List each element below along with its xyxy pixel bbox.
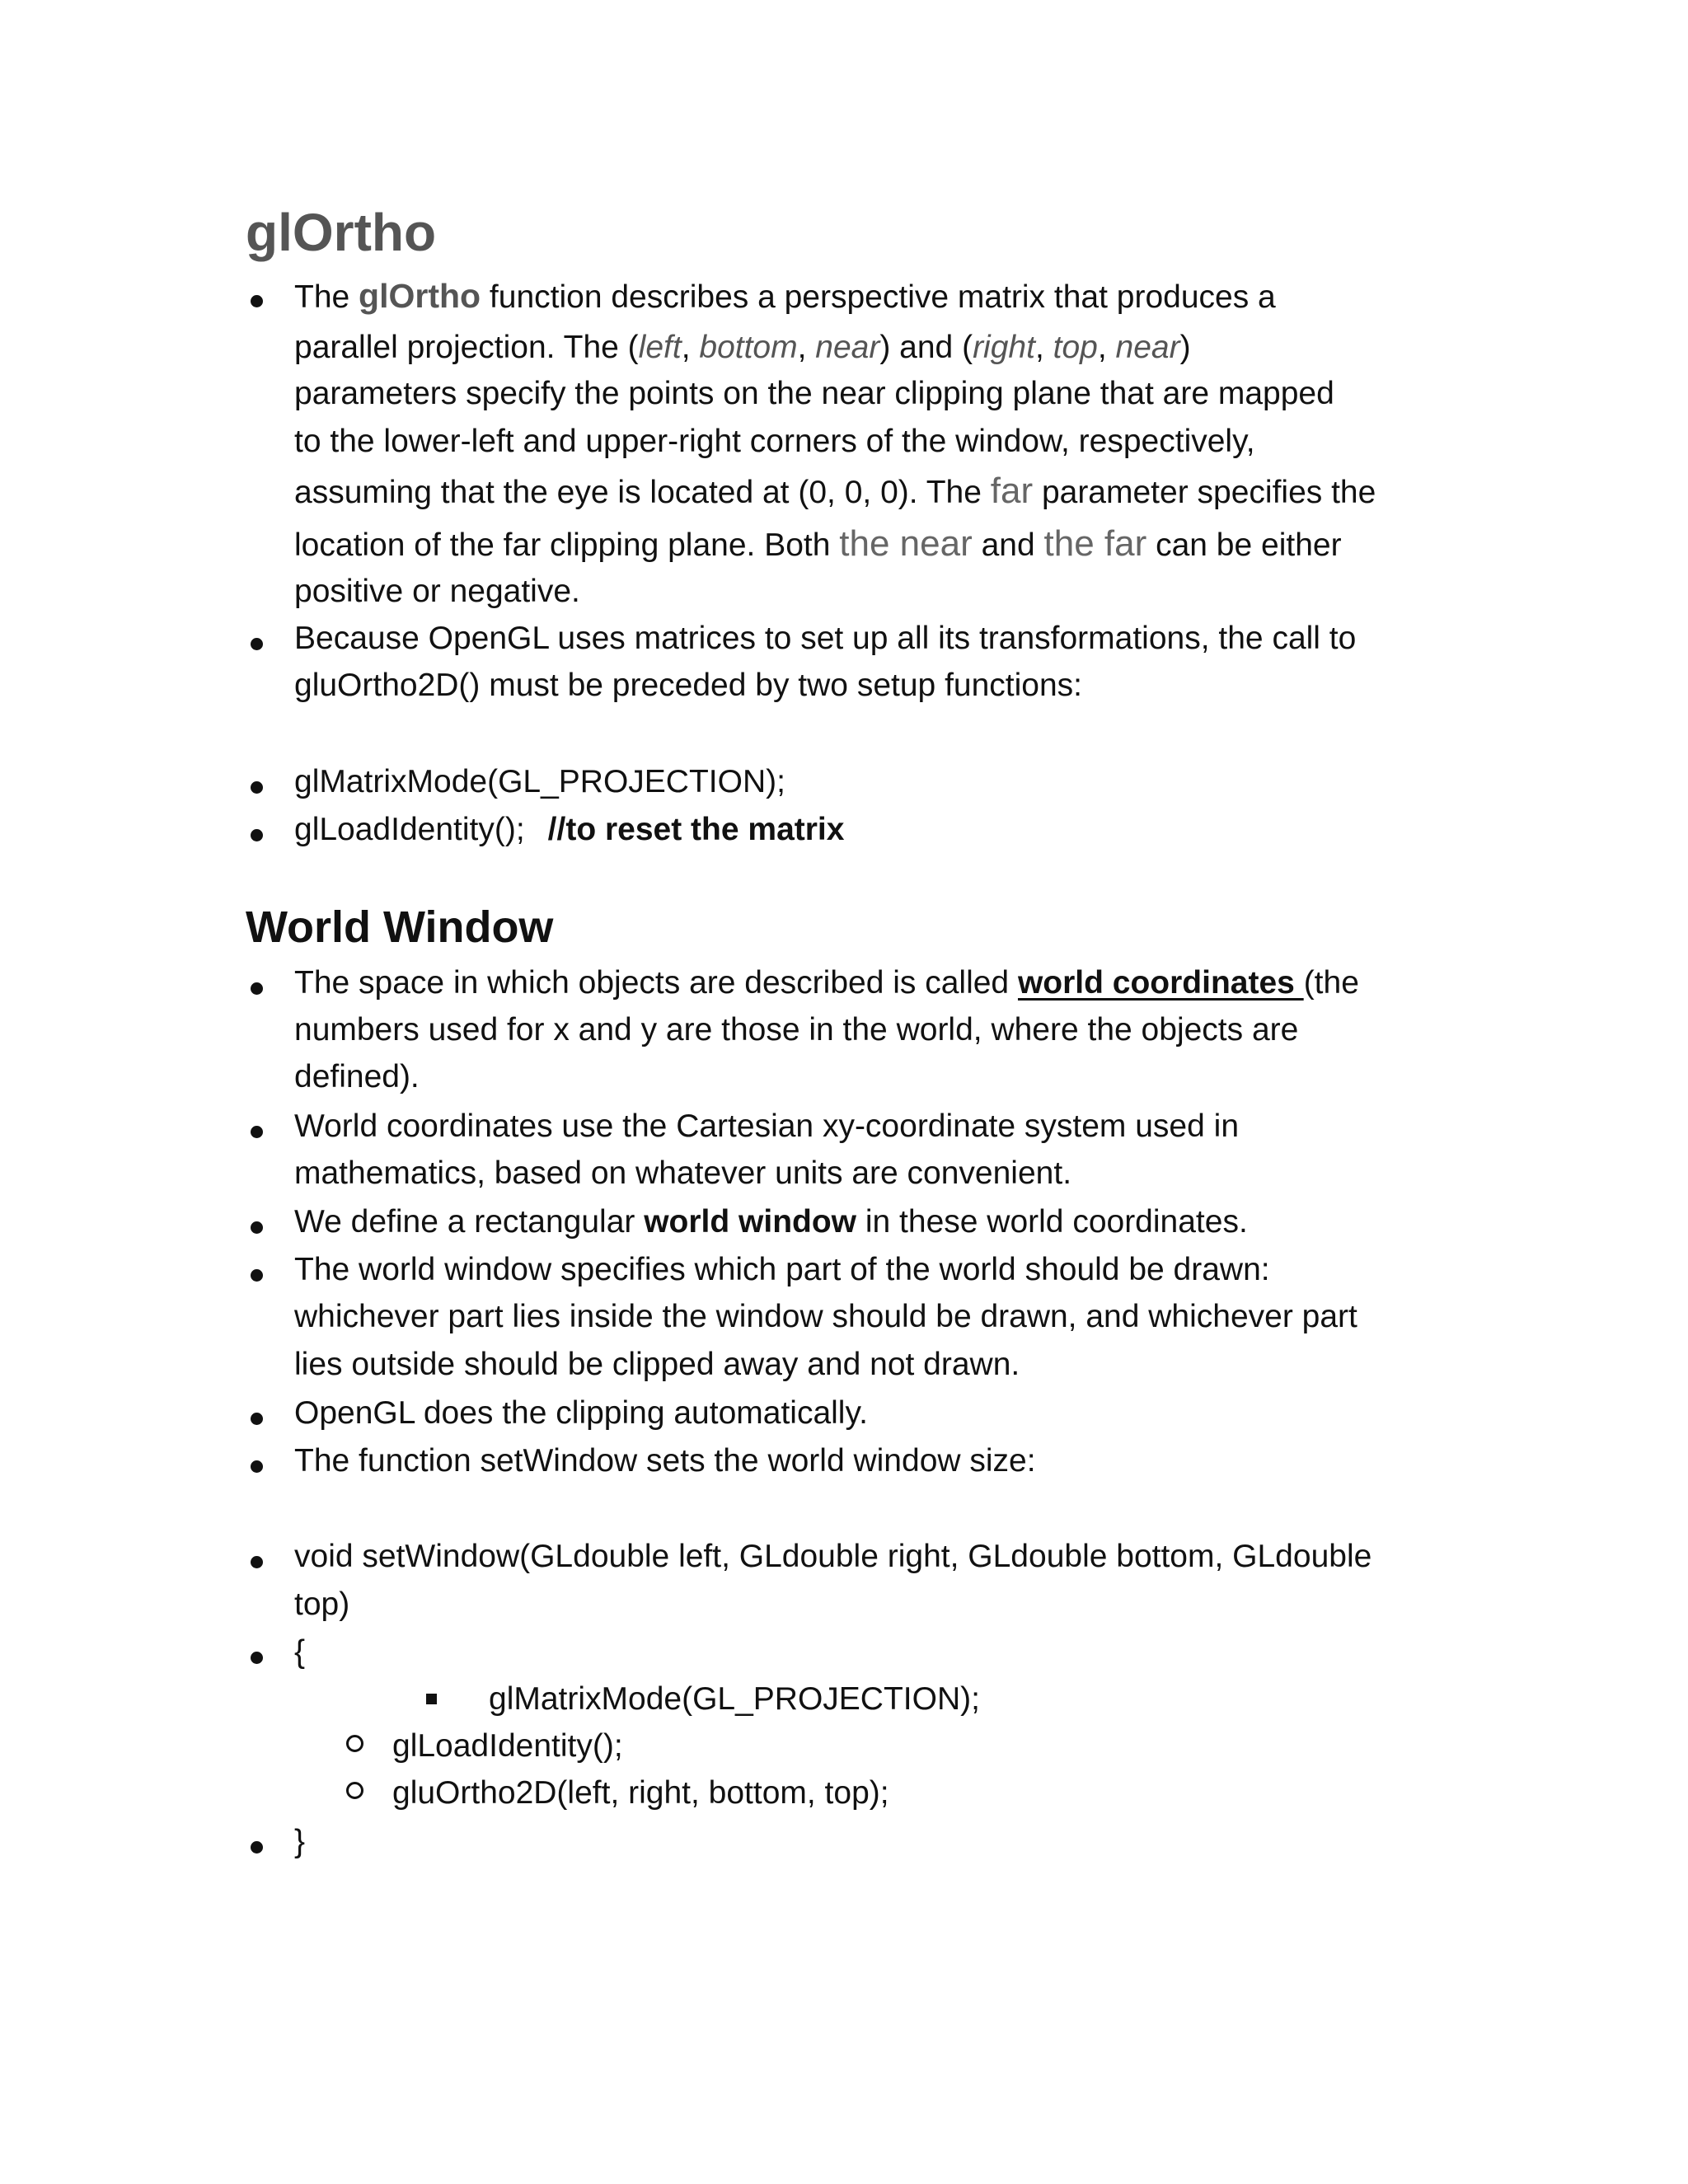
world-window-term: world window xyxy=(644,1204,857,1240)
world-bullet-7-line-2: top) xyxy=(294,1586,350,1622)
world-bullet-4-line-2: whichever part lies inside the window should be drawn, and whichever part xyxy=(294,1299,1357,1334)
world-bullet-7-line-1: void setWindow(GLdouble left, GLdouble right, GLdouble bottom, GLdouble xyxy=(294,1539,1372,1574)
param-near: near xyxy=(815,330,880,365)
world-bullet-1-line-3: defined). xyxy=(294,1059,420,1094)
world-bullet-9: } xyxy=(294,1824,306,1859)
bullet-icon xyxy=(251,1556,263,1568)
world-bullet-1-line-1: The space in which objects are described is called world coordinates (the xyxy=(294,965,1359,1001)
bullet-icon xyxy=(251,1269,263,1282)
param-right: right xyxy=(973,330,1035,365)
param-far: far xyxy=(990,471,1034,511)
world-bullet-6: The function setWindow sets the world window size: xyxy=(294,1443,1036,1479)
bullet-icon xyxy=(251,295,263,307)
glortho-bullet-3: glMatrixMode(GL_PROJECTION); xyxy=(294,764,785,799)
param-bottom: bottom xyxy=(699,330,798,365)
world-bullet-3: We define a rectangular world window in these world coordinates. xyxy=(294,1204,1248,1240)
glortho-bullet-2-line-1: Because OpenGL uses matrices to set up all its transformations, the call to xyxy=(294,621,1357,656)
bullet-icon xyxy=(251,1221,263,1234)
param-near-2: near xyxy=(1115,330,1180,365)
bullet-icon xyxy=(251,1652,263,1664)
glortho-bullet-1-line-7: positive or negative. xyxy=(294,574,580,609)
world-bullet-4-line-3: lies outside should be clipped away and not drawn. xyxy=(294,1347,1020,1382)
square-bullet-icon xyxy=(426,1694,437,1704)
bullet-icon xyxy=(251,1413,263,1425)
code-comment: //to reset the matrix xyxy=(547,812,845,847)
circle-bullet-icon xyxy=(346,1782,363,1799)
glortho-heading: glOrtho xyxy=(246,203,437,262)
glortho-bullet-1-line-3: parameters specify the points on the near clipping plane that are mapped xyxy=(294,376,1334,411)
glortho-term: glOrtho xyxy=(359,277,481,315)
glortho-bullet-1-line-6: location of the far clipping plane. Both the near and the far can be either xyxy=(294,523,1342,564)
param-top: top xyxy=(1053,330,1098,365)
glortho-bullet-1-line-5: assuming that the eye is located at (0, 0, 0). The far parameter specifies the xyxy=(294,471,1376,511)
param-left: left xyxy=(638,330,682,365)
the-near-term: the near xyxy=(839,523,973,564)
glortho-bullet-1-line-4: to the lower-left and upper-right corners of the window, respectively, xyxy=(294,424,1255,459)
glortho-bullet-1-line-1: The glOrtho function describes a perspective matrix that produces a xyxy=(294,277,1276,315)
world-window-heading: World Window xyxy=(246,902,554,952)
bullet-icon xyxy=(251,638,263,650)
glortho-bullet-1-line-2: parallel projection. The (left, bottom, near) and (right, top, near) xyxy=(294,330,1191,365)
bullet-icon xyxy=(251,1841,263,1854)
the-far-term: the far xyxy=(1043,523,1147,564)
bullet-icon xyxy=(251,781,263,794)
bullet-icon xyxy=(251,829,263,841)
glortho-bullet-2-line-2: gluOrtho2D() must be preceded by two setup functions: xyxy=(294,668,1082,703)
sub-item-o2: gluOrtho2D(left, right, bottom, top); xyxy=(392,1775,889,1811)
world-bullet-2-line-1: World coordinates use the Cartesian xy-coordinate system used in xyxy=(294,1108,1240,1144)
sub-item-square: glMatrixMode(GL_PROJECTION); xyxy=(489,1681,980,1717)
world-bullet-8: { xyxy=(294,1634,306,1670)
bullet-icon xyxy=(251,1126,263,1138)
sub-item-o1: glLoadIdentity(); xyxy=(392,1728,623,1764)
bullet-icon xyxy=(251,1460,263,1473)
glortho-bullet-4: glLoadIdentity(); //to reset the matrix xyxy=(294,812,845,847)
bullet-icon xyxy=(251,982,263,995)
circle-bullet-icon xyxy=(346,1735,363,1752)
world-bullet-1-line-2: numbers used for x and y are those in the world, where the objects are xyxy=(294,1012,1299,1047)
world-coordinates-term: world coordinates xyxy=(1017,965,1304,1001)
world-bullet-4-line-1: The world window specifies which part of the world should be drawn: xyxy=(294,1252,1270,1287)
world-bullet-5: OpenGL does the clipping automatically. xyxy=(294,1395,868,1431)
world-bullet-2-line-2: mathematics, based on whatever units are convenient. xyxy=(294,1155,1072,1191)
